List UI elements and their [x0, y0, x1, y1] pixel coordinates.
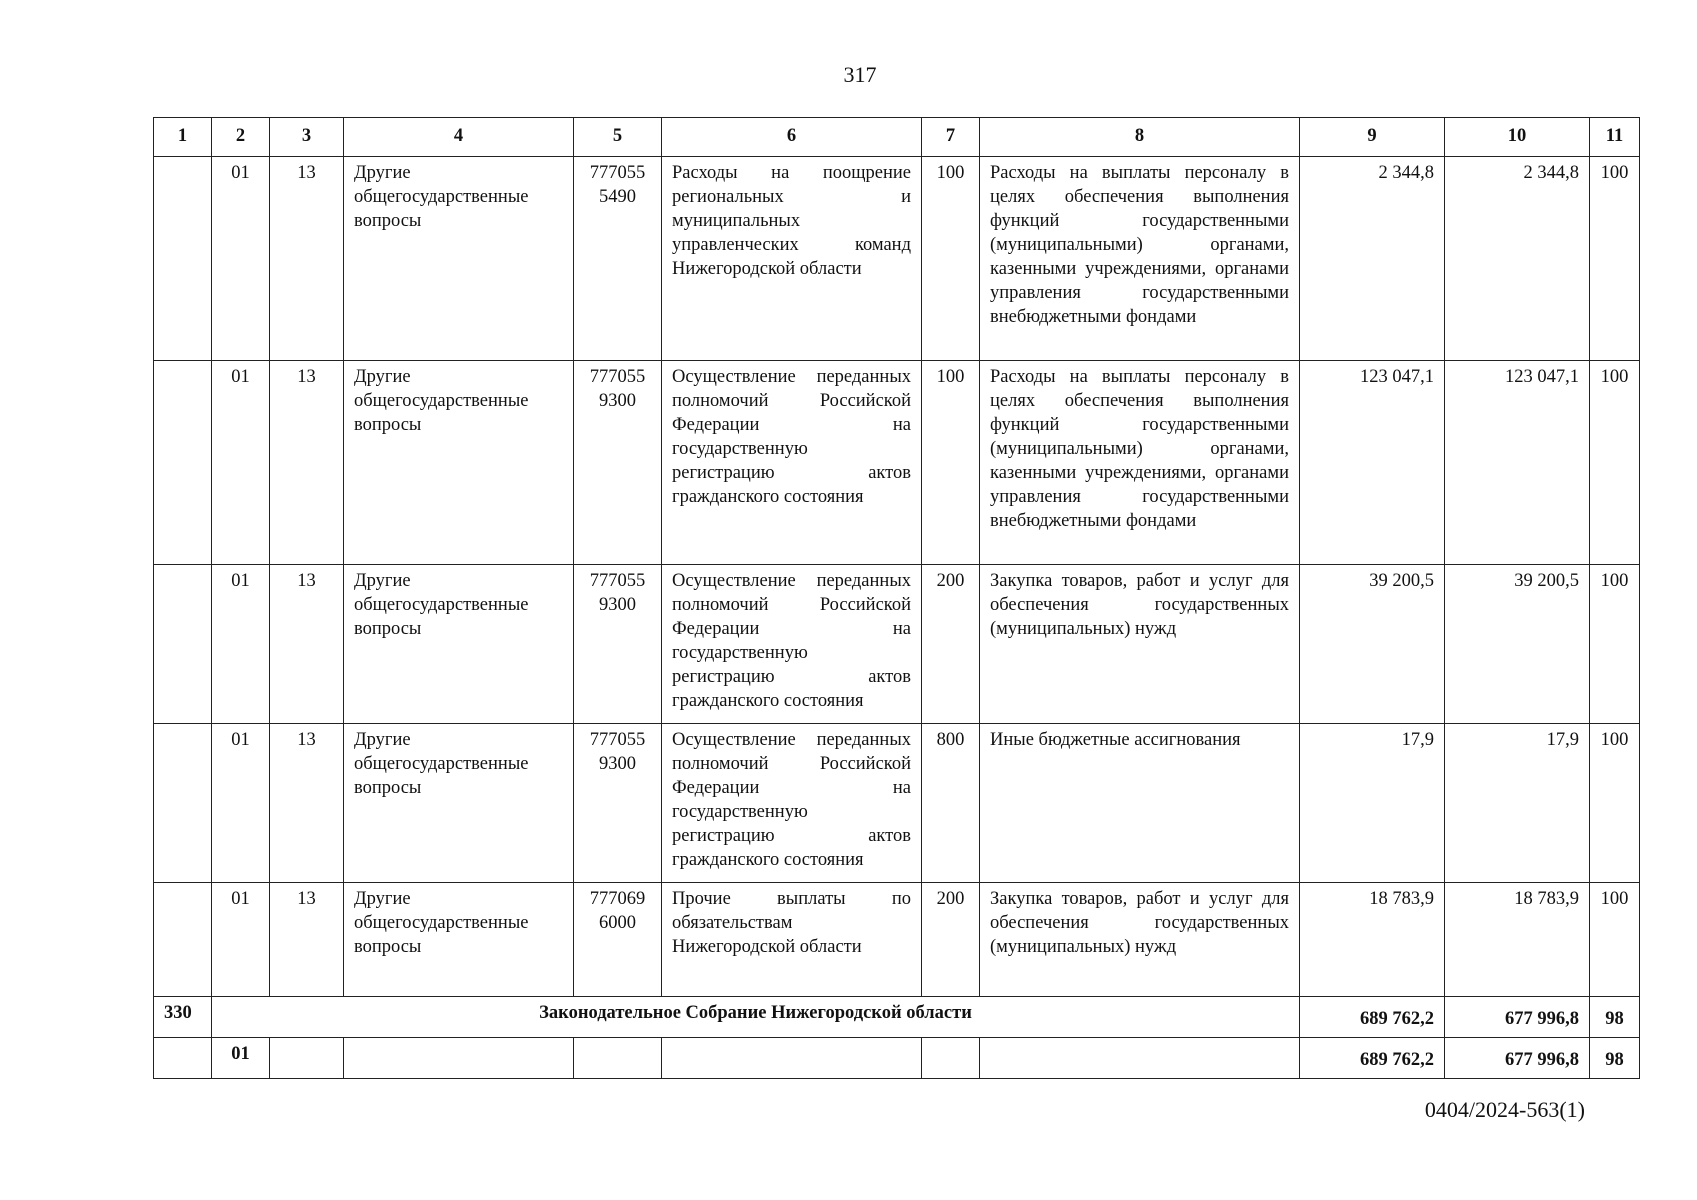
- cell-subsection-name: Другие общегосударственные вопросы: [344, 883, 574, 997]
- col-header: 11: [1590, 118, 1640, 157]
- cell-section: 01: [212, 361, 270, 565]
- col-header: 1: [154, 118, 212, 157]
- cell-actual: 17,9: [1445, 724, 1590, 883]
- cell-target-article: 777055 9300: [574, 724, 662, 883]
- cell-expense-type-name: Расходы на выплаты персоналу в целях обеспечения выполнения функций государственными (муниципальными) органами, казенными учреждениями, органами управления государственными внебюджетными фондами: [980, 361, 1300, 565]
- cell-section: 01: [212, 157, 270, 361]
- cell-article-name: Осуществление переданных полномочий Российской Федерации на государственную регистрацию актов гражданского состояния: [662, 361, 922, 565]
- cell-target-article: 777055 9300: [574, 565, 662, 724]
- cell-actual: 677 996,8: [1445, 1038, 1590, 1079]
- page-number: 317: [843, 62, 877, 87]
- cell-plan: 17,9: [1300, 724, 1445, 883]
- document-code: 0404/2024-563(1): [1424, 1097, 1585, 1122]
- cell-plan: 689 762,2: [1300, 1038, 1445, 1079]
- cell-subsection-name: Другие общегосударственные вопросы: [344, 565, 574, 724]
- cell-expense-type: 800: [922, 724, 980, 883]
- table-row: [154, 565, 1640, 724]
- col-header: 3: [270, 118, 344, 157]
- cell-percent: 100: [1590, 724, 1640, 883]
- cell-section: 01: [212, 724, 270, 883]
- cell-admin-code: [154, 883, 212, 997]
- cell-subsection-name: Другие общегосударственные вопросы: [344, 361, 574, 565]
- section-row: [154, 1038, 1640, 1079]
- col-header: 10: [1445, 118, 1590, 157]
- cell-plan: 2 344,8: [1300, 157, 1445, 361]
- cell-subsection: 13: [270, 157, 344, 361]
- table-row: [154, 883, 1640, 997]
- cell-plan: 18 783,9: [1300, 883, 1445, 997]
- col-header: 2: [212, 118, 270, 157]
- cell-admin-code: [154, 565, 212, 724]
- cell-percent: 98: [1590, 997, 1640, 1038]
- cell-plan: 689 762,2: [1300, 997, 1445, 1038]
- col-header: 7: [922, 118, 980, 157]
- cell-percent: 100: [1590, 883, 1640, 997]
- header-row: [154, 118, 1640, 157]
- col-header: 5: [574, 118, 662, 157]
- cell-admin-code: [154, 361, 212, 565]
- cell-plan: 39 200,5: [1300, 565, 1445, 724]
- cell-expense-type-name: Закупка товаров, работ и услуг для обеспечения государственных (муниципальных) нужд: [980, 565, 1300, 724]
- table-row: [154, 361, 1640, 565]
- cell-percent: 98: [1590, 1038, 1640, 1079]
- cell-plan: 123 047,1: [1300, 361, 1445, 565]
- cell-section: 01: [212, 1038, 270, 1079]
- table-row: [154, 724, 1640, 883]
- cell-admin-code: [154, 1038, 212, 1079]
- cell-admin-code: 330: [154, 997, 212, 1038]
- cell-admin-code: [154, 157, 212, 361]
- cell-admin-code: [154, 724, 212, 883]
- cell-expense-type: 200: [922, 565, 980, 724]
- cell-percent: 100: [1590, 157, 1640, 361]
- cell-actual: 677 996,8: [1445, 997, 1590, 1038]
- cell-subsection-name: Другие общегосударственные вопросы: [344, 157, 574, 361]
- cell-target-article: 777055 9300: [574, 361, 662, 565]
- table-row: [154, 157, 1640, 361]
- cell-actual: 123 047,1: [1445, 361, 1590, 565]
- cell-article-name: Расходы на поощрение региональных и муниципальных управленческих команд Нижегородской области: [662, 157, 922, 361]
- cell-expense-type-name: Расходы на выплаты персоналу в целях обеспечения выполнения функций государственными (муниципальными) органами, казенными учреждениями, органами управления государственными внебюджетными фондами: [980, 157, 1300, 361]
- cell-target-article: 777055 5490: [574, 157, 662, 361]
- cell-section: 01: [212, 565, 270, 724]
- cell-expense-type: 200: [922, 883, 980, 997]
- cell-expense-type: 100: [922, 157, 980, 361]
- budget-table: [153, 117, 1640, 1079]
- cell-article-name: [662, 1038, 922, 1079]
- cell-actual: 39 200,5: [1445, 565, 1590, 724]
- cell-target-article: 777069 6000: [574, 883, 662, 997]
- cell-admin-name: Законодательное Собрание Нижегородской области: [212, 997, 1300, 1038]
- cell-expense-type-name: Закупка товаров, работ и услуг для обеспечения государственных (муниципальных) нужд: [980, 883, 1300, 997]
- cell-target-article: [574, 1038, 662, 1079]
- cell-article-name: Осуществление переданных полномочий Российской Федерации на государственную регистрацию актов гражданского состояния: [662, 565, 922, 724]
- cell-article-name: Осуществление переданных полномочий Российской Федерации на государственную регистрацию актов гражданского состояния: [662, 724, 922, 883]
- cell-expense-type: 100: [922, 361, 980, 565]
- cell-article-name: Прочие выплаты по обязательствам Нижегородской области: [662, 883, 922, 997]
- col-header: 8: [980, 118, 1300, 157]
- cell-subsection: 13: [270, 361, 344, 565]
- cell-section: 01: [212, 883, 270, 997]
- cell-expense-type-name: Иные бюджетные ассигнования: [980, 724, 1300, 883]
- cell-subsection-name: Другие общегосударственные вопросы: [344, 724, 574, 883]
- cell-actual: 2 344,8: [1445, 157, 1590, 361]
- cell-actual: 18 783,9: [1445, 883, 1590, 997]
- cell-subsection: [270, 1038, 344, 1079]
- cell-expense-type-name: [980, 1038, 1300, 1079]
- cell-percent: 100: [1590, 565, 1640, 724]
- total-row: [154, 997, 1640, 1038]
- col-header: 9: [1300, 118, 1445, 157]
- cell-expense-type: [922, 1038, 980, 1079]
- col-header: 4: [344, 118, 574, 157]
- cell-subsection: 13: [270, 565, 344, 724]
- cell-subsection-name: [344, 1038, 574, 1079]
- col-header: 6: [662, 118, 922, 157]
- cell-percent: 100: [1590, 361, 1640, 565]
- cell-subsection: 13: [270, 724, 344, 883]
- cell-subsection: 13: [270, 883, 344, 997]
